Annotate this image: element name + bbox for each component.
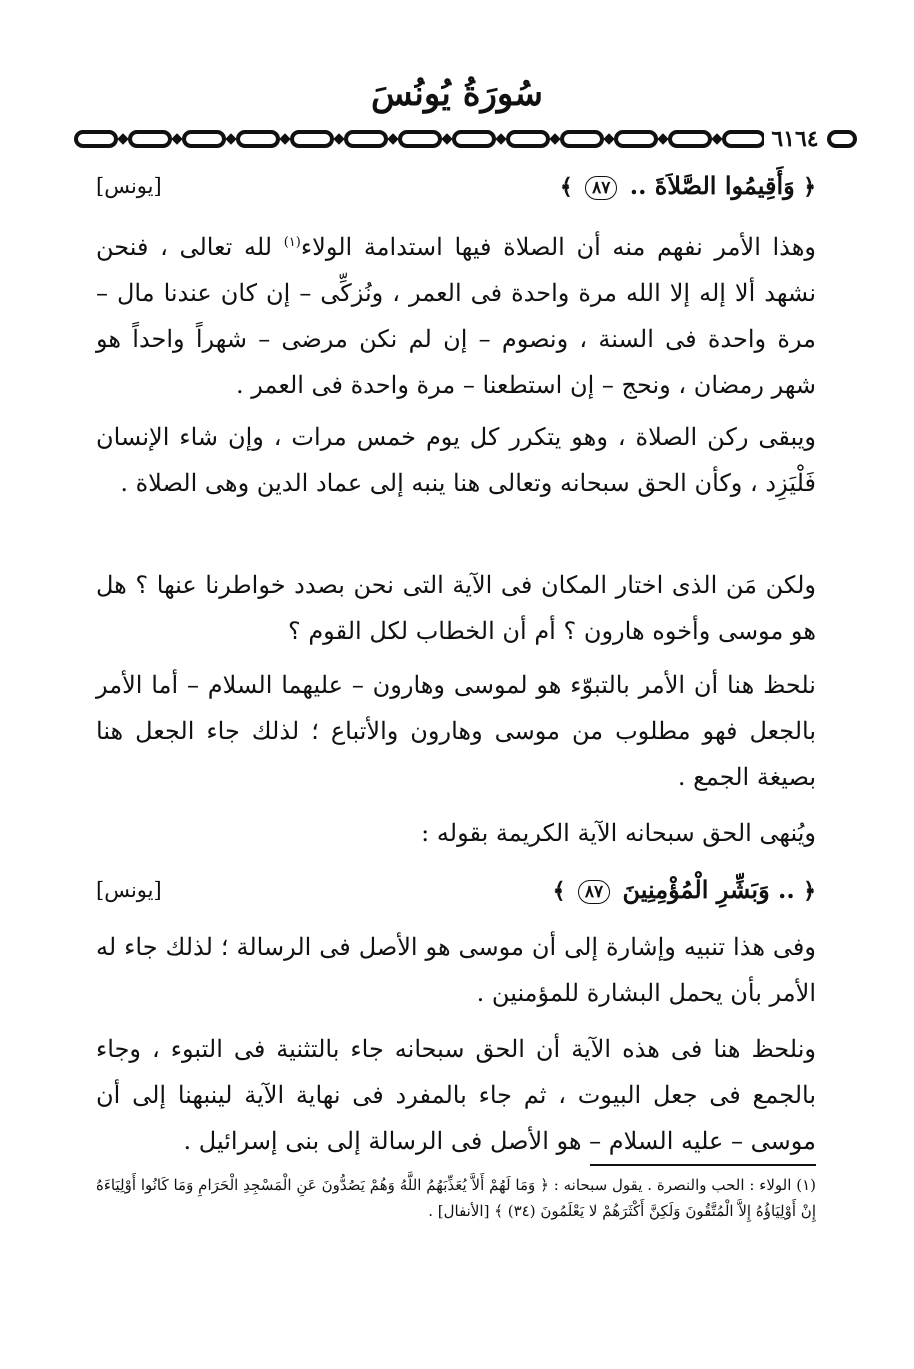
footnote-marker: (١)	[283, 235, 301, 250]
paragraph-1	[96, 224, 816, 408]
verse-2-surah-ref: [يونس]	[96, 878, 162, 902]
footnote: (١) الولاء : الحب والنصرة . يقول سبحانه : ﴿ وَمَا لَهُمْ أَلاَّ يُعَذِّبَهُمُ اللَّهُ وَهُمْ يَصُدُّونَ عَنِ الْمَسْجِدِ الْحَرَامِ وَمَا كَانُوا أَوْلِيَاءَهُ إِنْ أَوْلِيَاؤُهُ إِلاَّ الْمُتَّقُونَ وَلَكِنَّ أَكْثَرَهُمْ لا يَعْلَمُونَ (٣٤) ﴾ [الأنفال] .	[96, 1176, 816, 1220]
ornament-link	[346, 132, 386, 146]
ornament-diamond	[388, 134, 398, 144]
ornament-diamond	[712, 134, 722, 144]
ornament-diamond	[172, 134, 182, 144]
ornament-link	[508, 132, 548, 146]
ornament-diamond	[118, 134, 128, 144]
ornament-link	[724, 132, 764, 146]
ornament-link	[130, 132, 170, 146]
ornament-diamond	[550, 134, 560, 144]
ornament-link	[400, 132, 440, 146]
ornament-link	[238, 132, 278, 146]
paragraph-3: ولكن مَن الذى اختار المكان فى الآية التى نحن بصدد خواطرنا عنها ؟ هل هو موسى وأخوه هارون ؟ أم أن الخطاب لكل القوم ؟	[96, 571, 816, 645]
ornament-link	[562, 132, 602, 146]
paragraph-7: ونلحظ هنا فى هذه الآية أن الحق سبحانه جاء بالتثنية فى التبوء ، وجاء بالجمع فى جعل البيوت ، ثم جاء بالمفرد فى نهاية الآية لينبهنا إلى أن موسى – عليه السلام – هو الأصل فى الرسالة إلى بنى إسرائيل .	[96, 1035, 816, 1155]
paragraph-4: نلحظ هنا أن الأمر بالتبوّء هو لموسى وهارون – عليهما السلام – أما الأمر بالجعل فهو مطلوب من موسى وهارون والأتباع ؛ لذلك جاء الجعل هنا بصيغة الجمع .	[96, 671, 816, 791]
ornament-end-cap	[826, 128, 858, 150]
verse-line-2	[96, 872, 816, 908]
verse-1-number: ٨٧	[585, 176, 617, 200]
paragraph-6: وفى هذا تنبيه وإشارة إلى أن موسى هو الأصل فى الرسالة ؛ لذلك جاء له الأمر بأن يحمل البشارة للمؤمنين .	[96, 933, 816, 1007]
verse-2-open-bracket: ﴿	[803, 878, 816, 904]
page-number: ٦١٦٤	[771, 126, 819, 152]
paragraph-5: ويُنهى الحق سبحانه الآية الكريمة بقوله :	[421, 819, 816, 847]
ornament-diamond	[280, 134, 290, 144]
verse-1-open-bracket: ﴿	[803, 174, 816, 200]
ornament-border	[74, 126, 764, 152]
ornament-link	[184, 132, 224, 146]
verse-1-surah-ref: [يونس]	[96, 174, 162, 198]
paragraph-1-start: وهذا الأمر نفهم منه أن الصلاة فيها استدامة الولاء	[300, 233, 816, 261]
ornament-diamond	[604, 134, 614, 144]
paragraph-2: ويبقى ركن الصلاة ، وهو يتكرر كل يوم خمس مرات ، وإن شاء الإنسان فَلْيَزِد ، وكأن الحق سبحانه وتعالى هنا ينبه إلى عماد الدين وهى الصلاة .	[96, 423, 816, 497]
ornament-diamond	[226, 134, 236, 144]
ornament-link	[292, 132, 332, 146]
verse-1-words: وَأَقِيمُوا الصَّلاَةَ ..	[629, 171, 795, 200]
verse-1-text	[560, 168, 816, 205]
verse-2-number: ٨٧	[578, 880, 610, 904]
ornament-diamond	[442, 134, 452, 144]
verse-2-text	[553, 872, 816, 909]
footnote-divider	[590, 1164, 816, 1166]
paragraph-1-rest: لله تعالى ، فنحن نشهد ألا إله إلا الله مرة واحدة فى العمر ، ونُزكِّى – إن كان عندنا مال – مرة واحدة فى السنة ، ونصوم – إن لم نكن مرضى – شهراً واحداً هو شهر رمضان ، ونحج – إن استطعنا – مرة واحدة فى العمر .	[96, 233, 816, 399]
verse-2-close-bracket: ﴾	[552, 878, 566, 904]
ornament-diamond	[334, 134, 344, 144]
verse-line-1	[96, 168, 816, 204]
surah-title: سُورَةُ يُونُسَ	[371, 74, 543, 114]
ornament-link	[454, 132, 494, 146]
ornament-link	[76, 132, 116, 146]
verse-2-words: .. وَبَشِّرِ الْمُؤْمِنِينَ	[622, 875, 795, 904]
ornament-link	[616, 132, 656, 146]
ornament-link	[670, 132, 710, 146]
ornament-diamond	[496, 134, 506, 144]
ornament-diamond	[658, 134, 668, 144]
verse-1-close-bracket: ﴾	[559, 174, 573, 200]
